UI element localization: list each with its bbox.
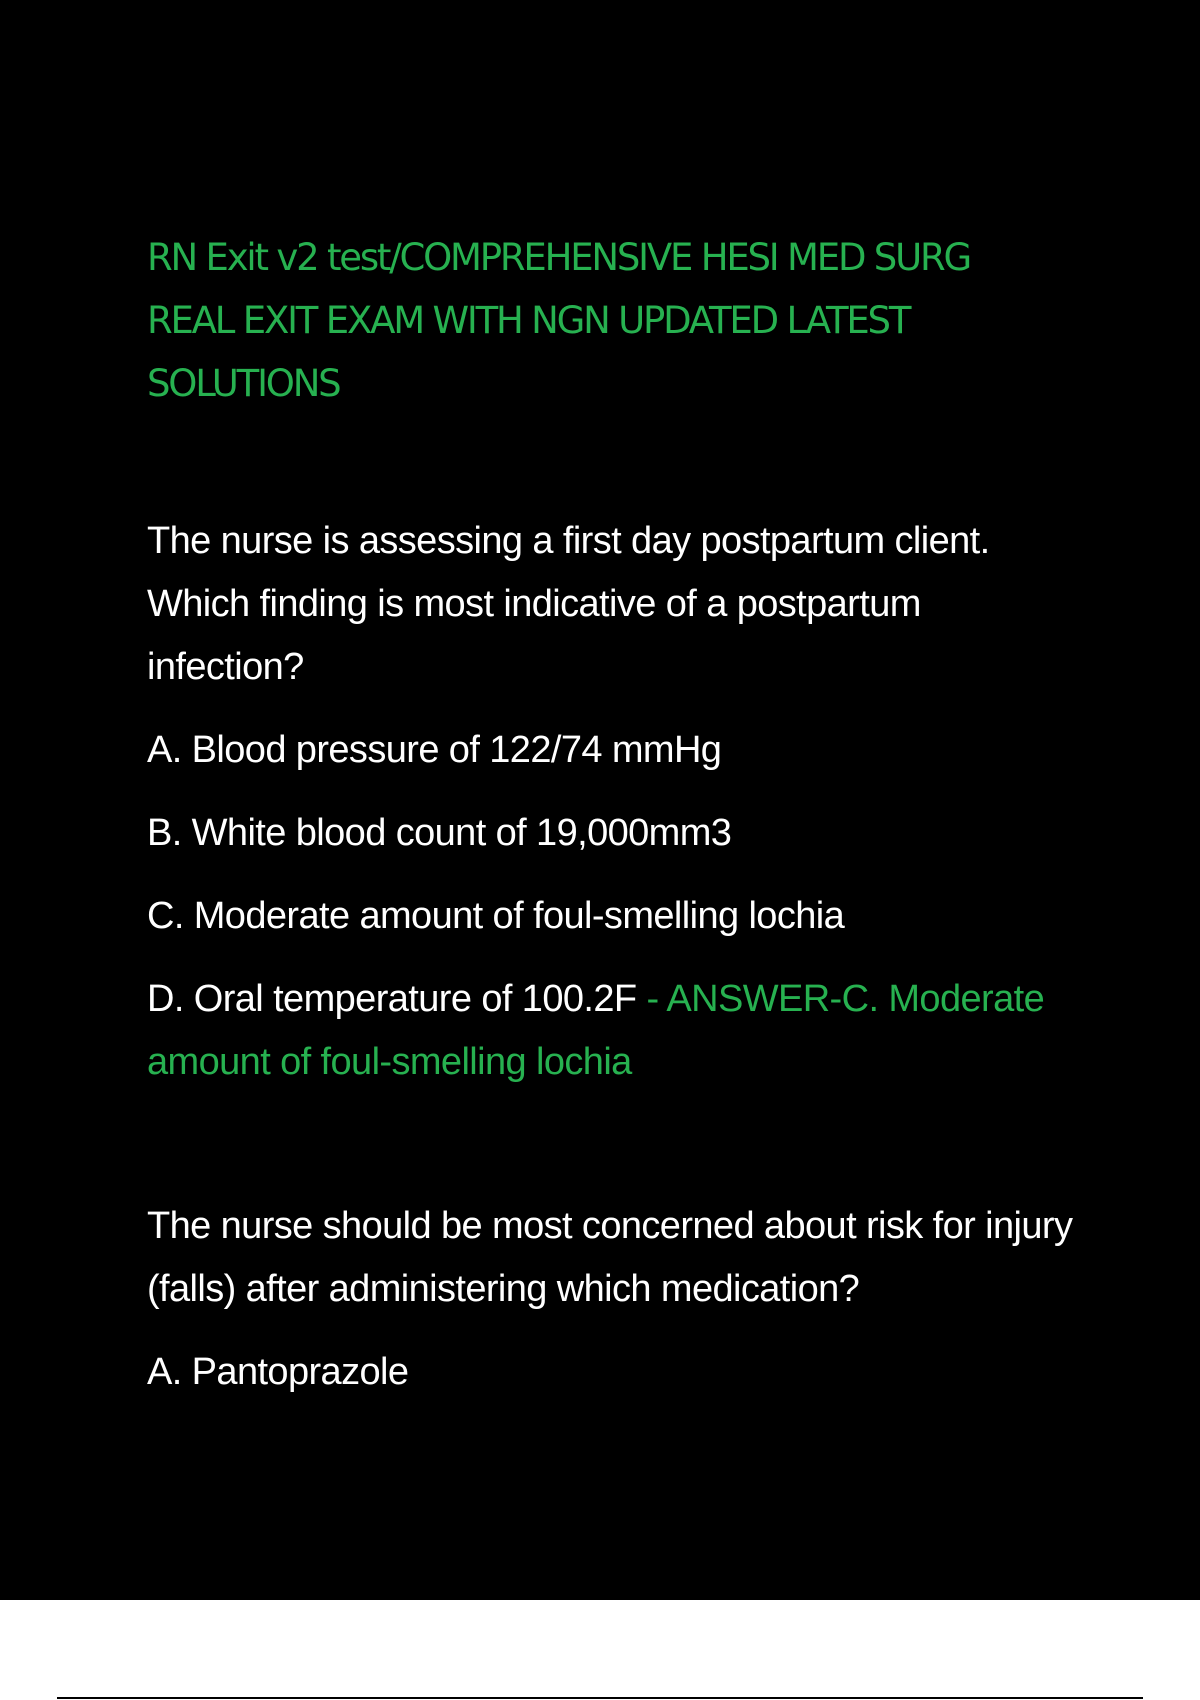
question-1-option-d — [147, 968, 1087, 1094]
question-2 — [147, 1195, 1087, 1404]
question-1-stem: The nurse is assessing a first day postpartum client. Which finding is most indicative of a postpartum infection? — [147, 520, 990, 688]
question-1-option-d-text: D. Oral temperature of 100.2F — [147, 978, 637, 1020]
footer-divider — [57, 1697, 1143, 1699]
question-2-option-a: A. Pantoprazole — [147, 1351, 409, 1393]
question-2-stem: The nurse should be most concerned about risk for injury (falls) after administering which medication? — [147, 1205, 1073, 1310]
question-1-option-a: A. Blood pressure of 122/74 mmHg — [147, 729, 722, 771]
document-title: RN Exit v2 test/COMPREHENSIVE HESI MED SURG REAL EXIT EXAM WITH NGN UPDATED LATEST SOLUTIONS — [147, 236, 970, 405]
question-1 — [147, 510, 1087, 1094]
question-1-option-c: C. Moderate amount of foul-smelling lochia — [147, 895, 845, 937]
question-1-option-b: B. White blood count of 19,000mm3 — [147, 812, 732, 854]
question-1-answer: - ANSWER-C. Moderate amount of foul-smelling lochia — [147, 978, 1045, 1083]
